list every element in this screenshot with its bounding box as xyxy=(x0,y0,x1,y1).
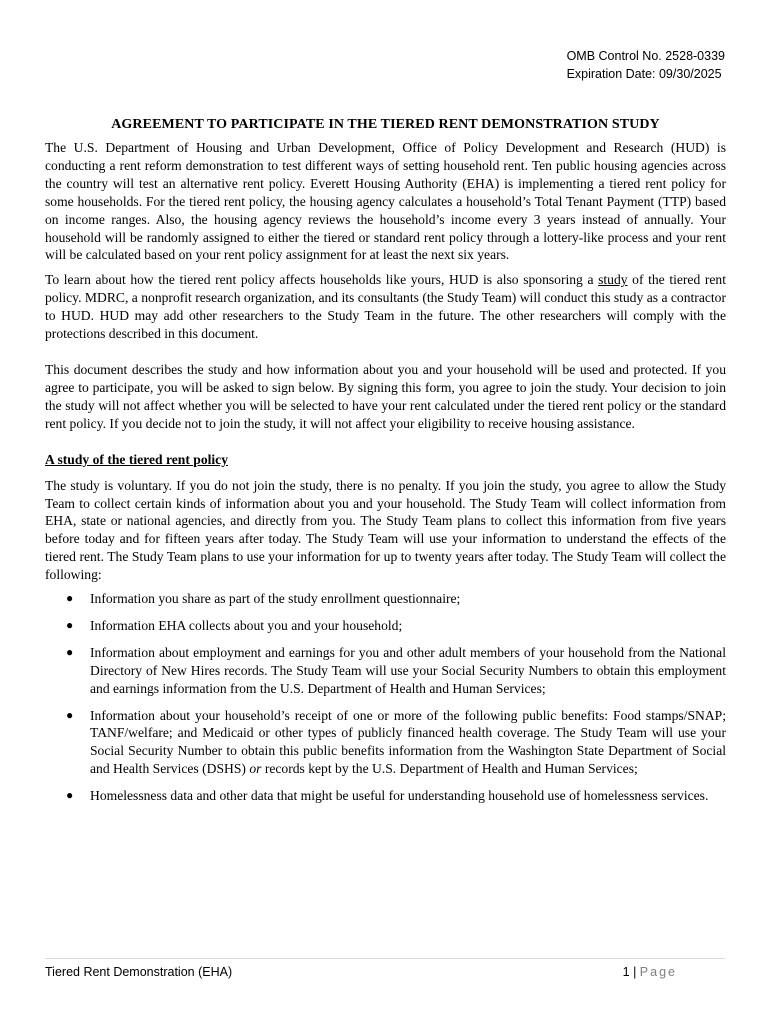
section-heading: A study of the tiered rent policy xyxy=(45,451,229,467)
page-footer xyxy=(45,958,725,979)
study-paragraph-text-1: To learn about how the tiered rent policy affects households like yours, HUD is also sponsoring a xyxy=(45,272,599,288)
study-paragraph-text-2: of the tiered rent policy. MDRC, a nonprofit research organization, and its consultants (the Study Team) will conduct this study as a contractor to HUD. HUD may add other researchers to the Study Team in the future. The other researchers will comply with the protections described in this document. xyxy=(45,272,726,342)
bullet-icon: ● xyxy=(66,707,74,722)
voluntary-paragraph: The study is voluntary. If you do not join the study, there is no penalty. If you join the study, you agree to allow the Study Team to collect certain kinds of information about you and your household. The Study Team will collect information from EHA, state or national agencies, and directly from you. The Study Team plans to collect this information from five years before today and for fifteen years after today. The Study Team will use your information to understand the effects of the tiered rent. The Study Team plans to use your information for up to twenty years after today. The Study Team will collect the following: xyxy=(45,477,726,583)
page-number: 1 | Page xyxy=(622,965,677,979)
page-header xyxy=(567,47,725,83)
study-link[interactable]: study xyxy=(598,272,628,288)
study-paragraph xyxy=(45,271,726,343)
footer-title: Tiered Rent Demonstration (EHA) xyxy=(45,965,233,979)
omb-control-number: OMB Control No. 2528-0339 xyxy=(566,49,725,63)
list-item: ● Information about employment and earnings for you and other adult members of your household from the National Directory of New Hires records. The Study Team will use your Social Security Numbers to obtain this employment and earnings information from the U.S. Department of Health and Human Services; xyxy=(66,644,726,696)
bullet-icon: ● xyxy=(66,788,74,803)
list-item: ● Information about your household’s receipt of one or more of the following public benefits: Food stamps/SNAP; TANF/welfare; and Medicaid or other types of publicly financed health coverage. The Study Team will use your Social Security Number to obtain this public benefits information from the Washington State Department of Social and Health Services (DSHS) or records kept by the U.S. Department of Health and Human Services; xyxy=(66,707,726,777)
bullet-icon: ● xyxy=(66,644,74,659)
document-body xyxy=(45,117,726,814)
list-item: ● Information you share as part of the study enrollment questionnaire; xyxy=(66,591,461,607)
collected-info-list xyxy=(45,590,726,805)
bullet-icon: ● xyxy=(66,617,74,632)
intro-paragraph: The U.S. Department of Housing and Urban Development, Office of Policy Development and Research (HUD) is conducting a rent reform demonstration to test different ways of setting household rent. Ten public housing agencies across the country will test an alternative rent policy. Everett Housing Authority (EHA) is implementing a tiered rent policy for some households. For the tiered rent policy, the housing agency calculates a household’s Total Tenant Payment (TTP) based on income ranges. Also, the housing agency reviews the household’s income every 3 years instead of annually. Your household will be randomly assigned to either the tiered or standard rent policy through a lottery-like process and your rent will be calculated based on your rent policy assignment for at least the next six years. xyxy=(45,140,726,263)
document-title: AGREEMENT TO PARTICIPATE IN THE TIERED RENT DEMONSTRATION STUDY xyxy=(111,117,660,132)
bullet-icon: ● xyxy=(66,591,74,606)
expiration-date: Expiration Date: 09/30/2025 xyxy=(566,67,722,81)
list-item: ● Homelessness data and other data that might be useful for understanding household use of homelessness services. xyxy=(66,788,709,804)
consent-paragraph: This document describes the study and how information about you and your household will be used and protected. If you agree to participate, you will be asked to sign below. By signing this form, you agree to join the study. Your decision to join the study will not affect whether you will be selected to have your rent calculated under the tiered rent policy or the standard rent policy. If you decide not to join the study, it will not affect your eligibility to receive housing assistance. xyxy=(45,361,726,431)
list-item: ● Information EHA collects about you and your household; xyxy=(66,617,403,633)
